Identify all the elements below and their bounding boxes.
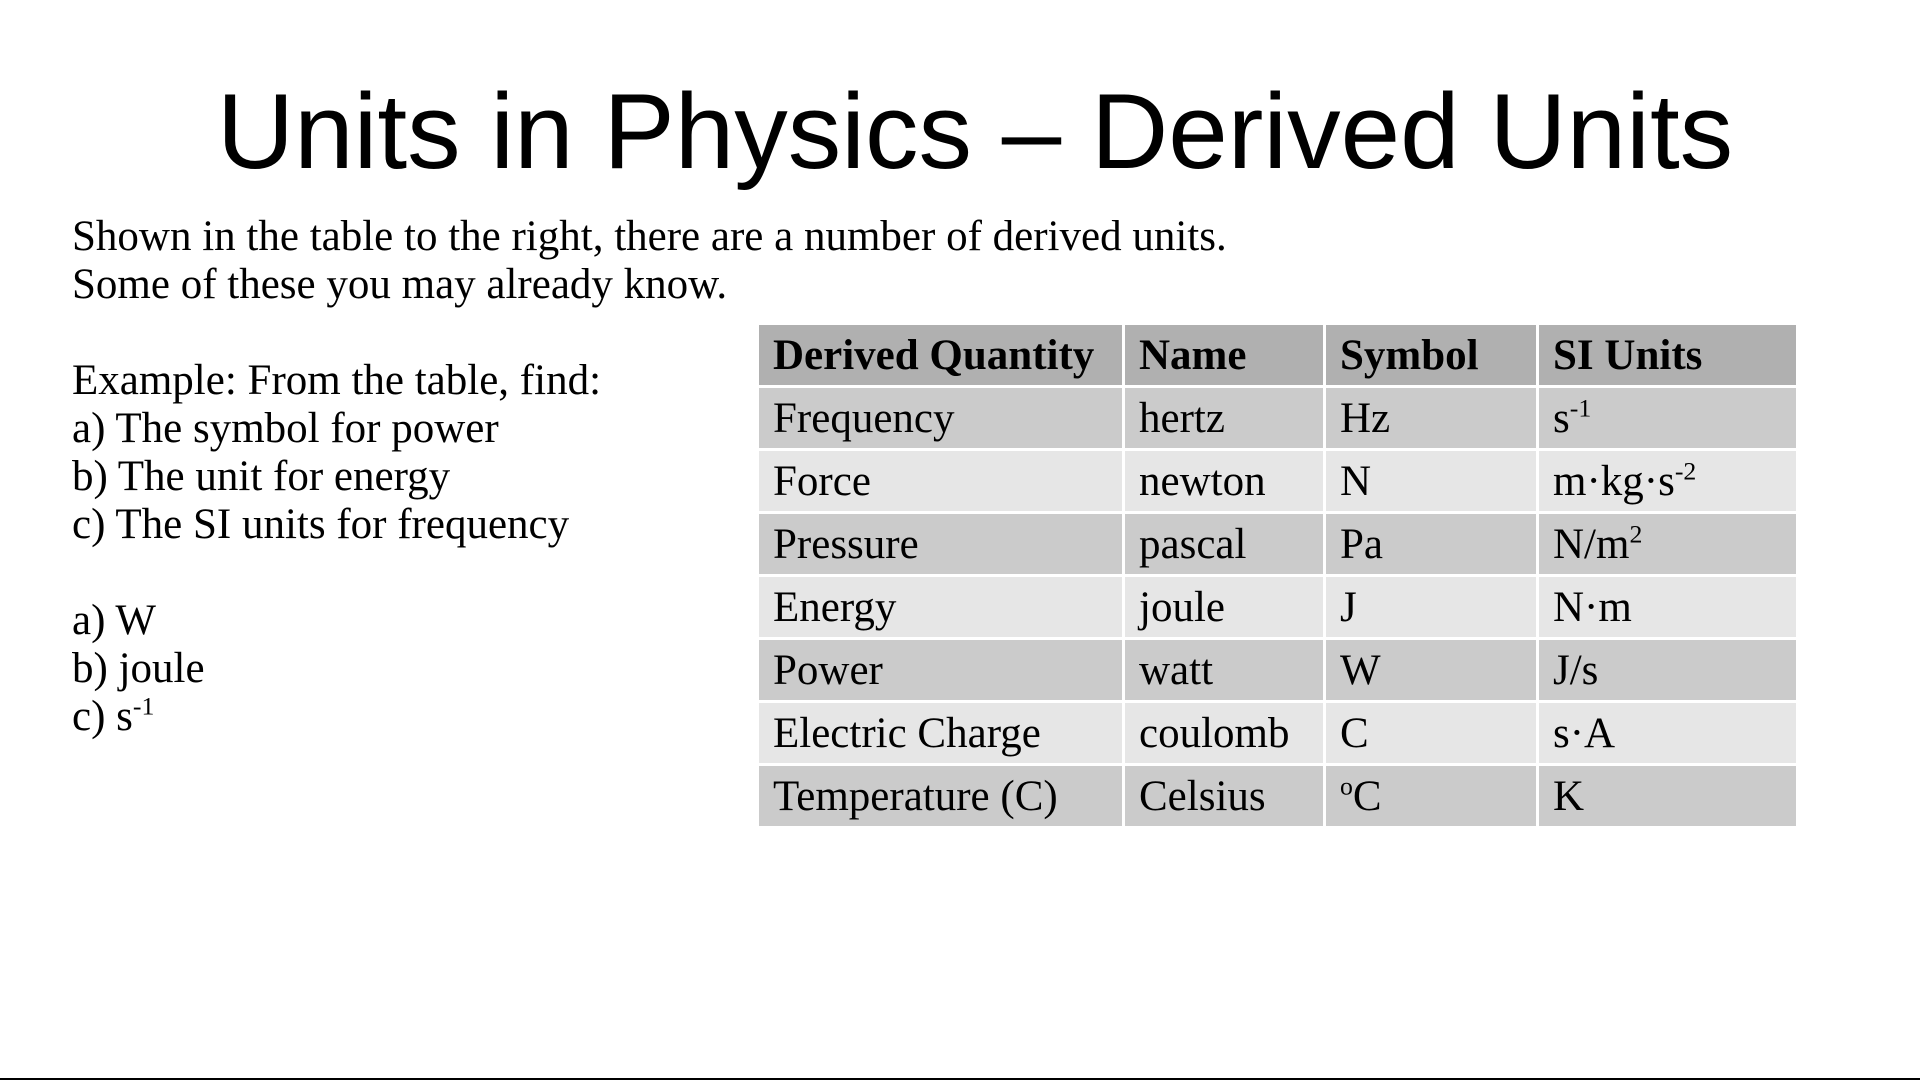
cell-quantity: Pressure — [758, 513, 1124, 576]
si-base: N·m — [1553, 583, 1632, 631]
cell-name: coulomb — [1124, 702, 1325, 765]
cell-symbol — [1325, 576, 1538, 639]
intro-text — [72, 213, 1227, 309]
example-heading: Example: From the table, find: — [72, 357, 602, 404]
table-row — [758, 576, 1798, 639]
example-block — [72, 357, 601, 741]
cell-name: pascal — [1124, 513, 1325, 576]
intro-line-2: Some of these you may already know. — [72, 261, 728, 308]
cell-symbol — [1325, 513, 1538, 576]
header-derived-quantity: Derived Quantity — [758, 324, 1124, 387]
si-base: m·kg·s — [1553, 457, 1675, 505]
symbol-text: Hz — [1340, 394, 1391, 442]
degree-superscript: o — [1340, 771, 1353, 801]
spacer — [72, 549, 601, 597]
cell-name: newton — [1124, 450, 1325, 513]
symbol-text: Pa — [1340, 520, 1383, 568]
header-si-units: SI Units — [1538, 324, 1798, 387]
cell-si-units — [1538, 702, 1798, 765]
si-base: K — [1553, 772, 1585, 820]
cell-quantity: Power — [758, 639, 1124, 702]
table-row — [758, 387, 1798, 450]
question-a: a) The symbol for power — [72, 405, 499, 452]
answer-c-superscript: -1 — [132, 691, 155, 721]
cell-name: watt — [1124, 639, 1325, 702]
cell-name: Celsius — [1124, 765, 1325, 828]
si-base: N/m — [1553, 520, 1630, 568]
symbol-text: C — [1340, 709, 1369, 757]
answer-b: b) joule — [72, 645, 205, 692]
question-b: b) The unit for energy — [72, 453, 451, 500]
si-superscript: -2 — [1674, 456, 1697, 486]
cell-symbol — [1325, 450, 1538, 513]
symbol-text: C — [1352, 772, 1382, 820]
intro-line-1: Shown in the table to the right, there are a number of derived units. — [72, 213, 1227, 260]
table-header-row — [758, 324, 1798, 387]
table-row — [758, 765, 1798, 828]
cell-si-units — [1538, 513, 1798, 576]
si-base: J/s — [1553, 646, 1599, 694]
cell-name: joule — [1124, 576, 1325, 639]
cell-symbol — [1325, 639, 1538, 702]
cell-quantity: Electric Charge — [758, 702, 1124, 765]
cell-quantity: Energy — [758, 576, 1124, 639]
question-c: c) The SI units for frequency — [72, 501, 570, 548]
si-base: s·A — [1553, 709, 1616, 757]
si-superscript: -1 — [1569, 393, 1592, 423]
si-superscript: 2 — [1629, 519, 1643, 549]
slide-title: Units in Physics – Derived Units — [216, 71, 1734, 191]
header-name: Name — [1124, 324, 1325, 387]
cell-symbol — [1325, 702, 1538, 765]
cell-si-units — [1538, 576, 1798, 639]
cell-name: hertz — [1124, 387, 1325, 450]
table-row — [758, 639, 1798, 702]
header-symbol: Symbol — [1325, 324, 1538, 387]
table-row — [758, 513, 1798, 576]
answer-c-base: c) s — [72, 693, 133, 740]
cell-quantity: Temperature (C) — [758, 765, 1124, 828]
cell-si-units — [1538, 387, 1798, 450]
symbol-text: J — [1340, 583, 1357, 631]
cell-si-units — [1538, 765, 1798, 828]
cell-si-units — [1538, 450, 1798, 513]
cell-si-units — [1538, 639, 1798, 702]
cell-quantity: Frequency — [758, 387, 1124, 450]
cell-symbol — [1325, 765, 1538, 828]
answer-a: a) W — [72, 597, 156, 644]
symbol-text: W — [1340, 646, 1381, 694]
table-row — [758, 450, 1798, 513]
symbol-text: N — [1340, 457, 1372, 505]
cell-symbol — [1325, 387, 1538, 450]
table-row — [758, 702, 1798, 765]
cell-quantity: Force — [758, 450, 1124, 513]
answer-c — [72, 693, 601, 741]
derived-units-table — [756, 322, 1799, 829]
si-base: s — [1553, 394, 1570, 442]
